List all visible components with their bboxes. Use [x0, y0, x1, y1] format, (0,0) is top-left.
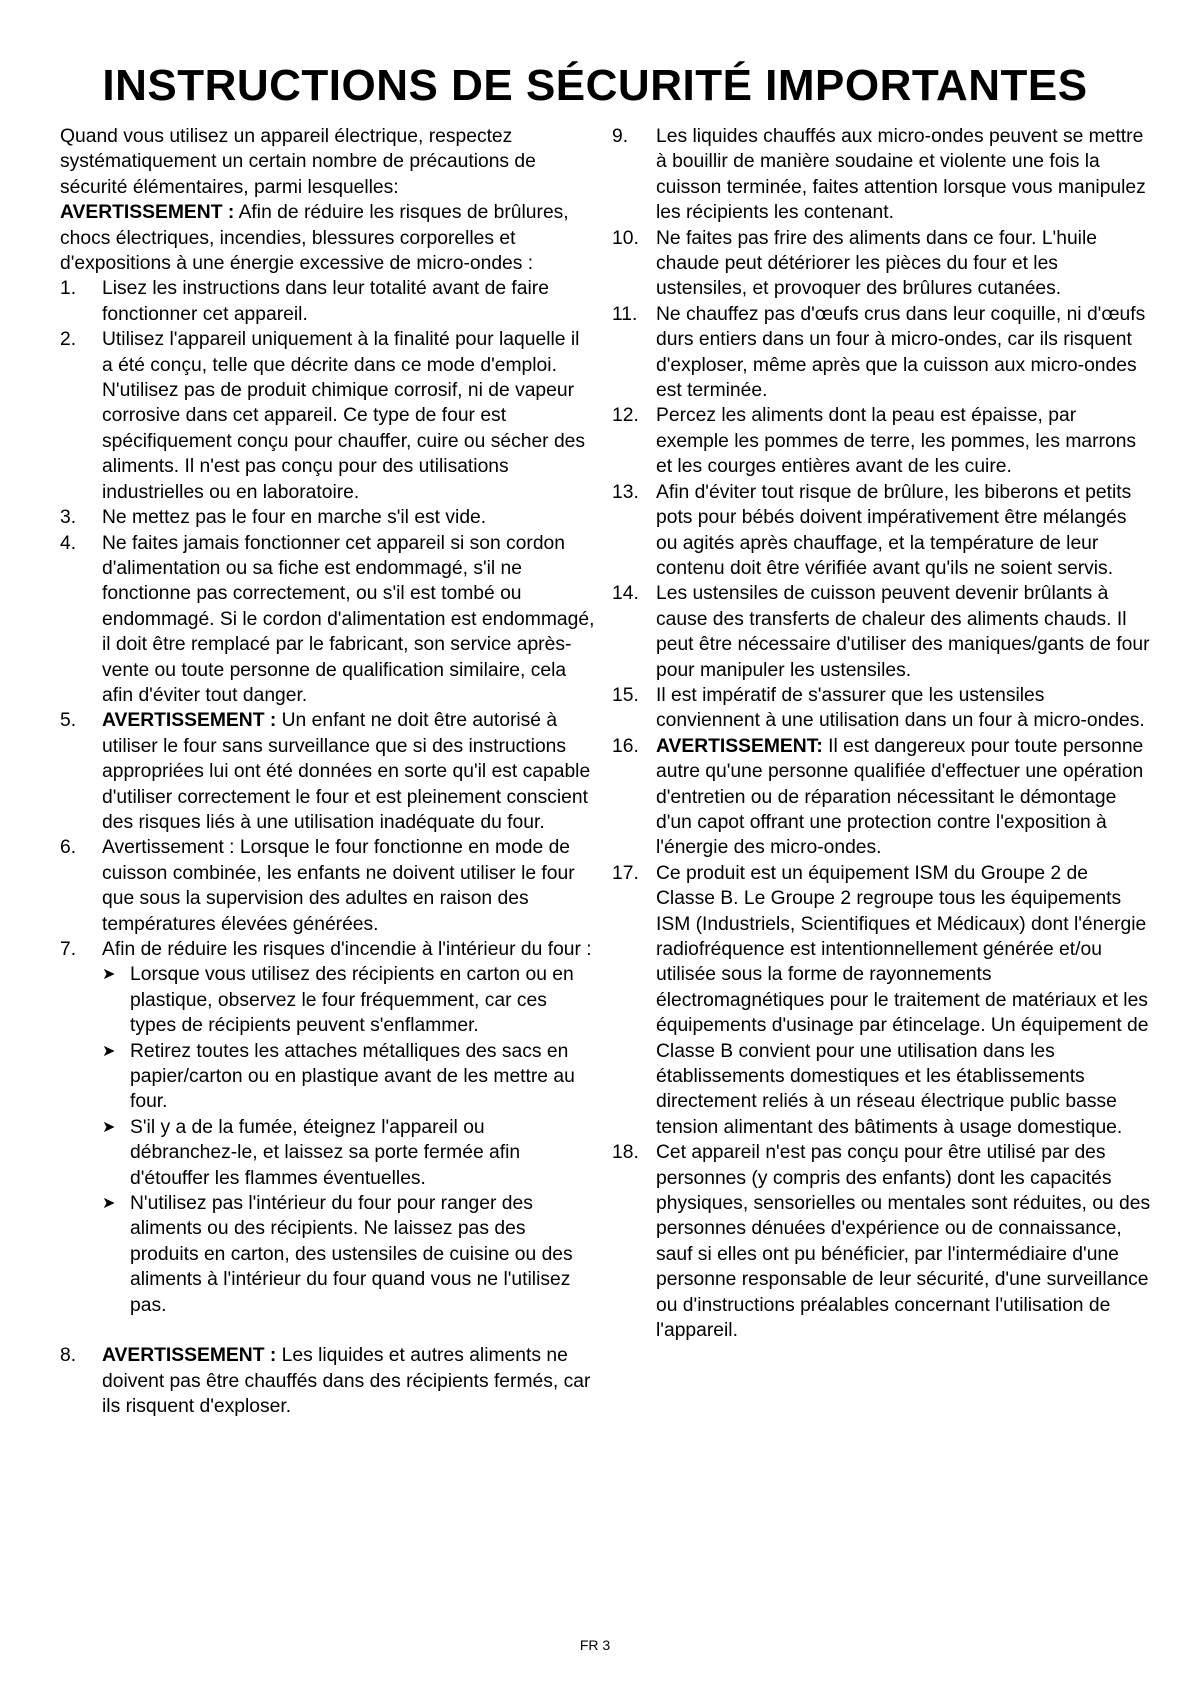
- list-item: [60, 835, 595, 937]
- item-text: Avertissement : Lorsque le four fonctionne en mode de cuisson combinée, les enfants ne doivent utiliser le four que sous la supervision des adultes en raison des températures élevées générées.: [102, 837, 575, 935]
- list-item: [612, 734, 1152, 861]
- page-number: FR 3: [579, 1637, 611, 1653]
- item-text: Les liquides et autres aliments ne doivent pas être chauffés dans des récipients fermés, car ils risquent d'exploser.: [102, 1345, 591, 1417]
- list-item: [612, 403, 1152, 479]
- arrow-bullet-icon: ➤: [102, 1042, 116, 1060]
- list-item: [612, 124, 1152, 226]
- list-item: [612, 581, 1152, 683]
- item-warning-label: AVERTISSEMENT:: [656, 735, 823, 757]
- left-column: [60, 124, 595, 1419]
- item-text: Lisez les instructions dans leur totalité avant de faire fonctionner cet appareil.: [102, 278, 549, 325]
- item-text: Il est dangereux pour toute personne autre qu'une personne qualifiée d'effectuer une opération d'entretien ou de réparation nécessitant le démontage d'un capot offrant une protection contre l'exposition à l'énergie des micro-ondes.: [656, 735, 1144, 859]
- warning-text: Afin de réduire les risques de brûlures, chocs électriques, incendies, blessures corporelles et d'expositions à une énergie excessive de micro-ondes :: [60, 202, 569, 275]
- item-number: 17.: [612, 862, 639, 884]
- list-item: [60, 531, 595, 709]
- item-number: 2.: [60, 329, 77, 351]
- instruction-list-left: [60, 276, 595, 1419]
- item-warning-label: AVERTISSEMENT :: [102, 710, 277, 732]
- item-text: Afin d'éviter tout risque de brûlure, les biberons et petits pots pour bébés doivent impérativement être mélangés ou agités après chauffage, et la température de leur contenu doit être vérifiée avant qu'ils ne soient servis.: [656, 481, 1132, 579]
- item-number: 11.: [612, 303, 638, 325]
- item-number: 14.: [612, 583, 639, 605]
- bullet-text: N'utilisez pas l'intérieur du four pour ranger des aliments ou des récipients. Ne laissez pas des produits en carton, des ustensiles de cuisine ou des aliments à l'intérieur du four quand vous ne l'utilisez pas.: [130, 1193, 573, 1316]
- item-number: 4.: [60, 532, 77, 554]
- item-number: 12.: [612, 405, 639, 427]
- item-text: Les ustensiles de cuisson peuvent devenir brûlants à cause des transferts de chaleur des aliments chauds. Il peut être nécessaire d'utiliser des maniques/gants de four pour manipuler les ustensiles.: [656, 583, 1150, 681]
- bullet-text: Retirez toutes les attaches métalliques des sacs en papier/carton ou en plastique avant de les mettre au four.: [130, 1040, 575, 1113]
- item-number: 8.: [60, 1345, 77, 1367]
- item-text: Ne faites jamais fonctionner cet appareil si son cordon d'alimentation ou sa fiche est endommagé, s'il ne fonctionne pas correctement, ou s'il est tombé ou endommagé. Si le cordon d'alimentation est endommagé, il doit être remplacé par le fabricant, son service après-vente ou toute personne de qualification similaire, cela afin d'éviter tout danger.: [102, 532, 595, 706]
- item-number: 9.: [612, 126, 629, 147]
- list-item: [612, 480, 1152, 582]
- spacer: [102, 1318, 595, 1343]
- list-item: [60, 276, 595, 327]
- list-item: [60, 937, 595, 1343]
- item-text: Percez les aliments dont la peau est épaisse, par exemple les pommes de terre, les pommes, les marrons et les courges entières avant de les cuire.: [656, 405, 1137, 478]
- item-number: 3.: [60, 507, 77, 529]
- item-number: 15.: [612, 684, 639, 706]
- page-title: INSTRUCTIONS DE SÉCURITÉ IMPORTANTES: [102, 61, 1088, 110]
- arrow-bullet-icon: ➤: [102, 966, 116, 984]
- bullet-text: S'il y a de la fumée, éteignez l'appareil ou débranchez-le, et laissez sa porte fermée afin d'étouffer les flammes éventuelles.: [130, 1116, 521, 1189]
- bullet-item: [102, 962, 595, 1038]
- item-number: 7.: [60, 939, 77, 960]
- fire-precautions-list: [102, 962, 595, 1318]
- bullet-item: [102, 1191, 595, 1318]
- item-number: 6.: [60, 837, 77, 859]
- list-item: [60, 708, 595, 835]
- arrow-bullet-icon: ➤: [102, 1195, 116, 1213]
- item-number: 18.: [612, 1142, 639, 1164]
- intro-text: Quand vous utilisez un appareil électrique, respectez systématiquement un certain nombre de précautions de sécurité élémentaires, parmi lesquelles:: [60, 126, 536, 198]
- general-warning: [60, 200, 595, 276]
- list-item: [612, 302, 1152, 404]
- list-item: [60, 505, 595, 530]
- item-number: 16.: [612, 735, 639, 757]
- list-item: [612, 861, 1152, 1140]
- item-text: Afin de réduire les risques d'incendie à l'intérieur du four :: [102, 939, 592, 960]
- item-text: Un enfant ne doit être autorisé à utiliser le four sans surveillance que si des instructions appropriées lui ont été données en sorte qu'il est capable d'utiliser correctement le four et est pleinement conscient des risques liés à une utilisation inadéquate du four.: [102, 710, 591, 833]
- list-item: [60, 1343, 595, 1419]
- warning-label: AVERTISSEMENT :: [60, 202, 235, 224]
- item-warning-label: AVERTISSEMENT :: [102, 1345, 277, 1367]
- arrow-bullet-icon: ➤: [102, 1118, 116, 1136]
- item-text: Les liquides chauffés aux micro-ondes peuvent se mettre à bouillir de manière soudaine et violente une fois la cuisson terminée, faites attention lorsque vous manipulez les récipients les contenant.: [656, 126, 1146, 224]
- bullet-text: Lorsque vous utilisez des récipients en carton ou en plastique, observez le four fréquemment, car ces types de récipients peuvent s'enflammer.: [130, 964, 574, 1037]
- item-text: Ne faites pas frire des aliments dans ce four. L'huile chaude peut détériorer les pièces du four et les ustensiles, et provoquer des brûlures cutanées.: [656, 227, 1097, 300]
- item-number: 13.: [612, 481, 639, 503]
- item-number: 1.: [60, 278, 77, 300]
- item-text: Ne chauffez pas d'œufs crus dans leur coquille, ni d'œufs durs entiers dans un four à micro-ondes, car ils risquent d'exploser, même après que la cuisson aux micro-ondes est terminée.: [656, 303, 1146, 402]
- list-item: [612, 226, 1152, 302]
- item-text: Ne mettez pas le four en marche s'il est vide.: [102, 507, 487, 529]
- item-text: Ce produit est un équipement ISM du Groupe 2 de Classe B. Le Groupe 2 regroupe tous les équipements ISM (Industriels, Scientifiques et Médicaux) dont l'énergie radiofréquence est intentionnellement générée et/ou utilisée sous la forme de rayonnements électromagnétiques pour le traitement de matériaux et les équipements d'usinage par étincelage. Un équipement de Classe B convient pour une utilisation dans les établissements domestiques et les établissements directement reliés à un réseau électrique public basse tension alimentant des bâtiments à usage domestique.: [656, 862, 1149, 1138]
- list-item: [612, 1140, 1152, 1343]
- item-number: 10.: [612, 227, 639, 249]
- list-item: [60, 327, 595, 505]
- instruction-list-right: [612, 124, 1152, 1344]
- list-item: [612, 683, 1152, 734]
- bullet-item: [102, 1039, 595, 1115]
- item-text: Cet appareil n'est pas conçu pour être utilisé par des personnes (y compris des enfants) dont les capacités physiques, sensorielles ou mentales sont réduites, ou des personnes dénuées d'expérience ou de connaissance, sauf si elles ont pu bénéficier, par l'intermédiaire d'une personne responsable de leur sécurité, d'une surveillance ou d'instructions préalables concernant l'utilisation de l'appareil.: [656, 1142, 1151, 1342]
- item-text: Il est impératif de s'assurer que les ustensiles conviennent à une utilisation dans un four à micro-ondes.: [656, 684, 1145, 732]
- item-number: 5.: [60, 710, 77, 732]
- bullet-item: [102, 1115, 595, 1191]
- right-column: [612, 124, 1152, 1344]
- item-text: Utilisez l'appareil uniquement à la finalité pour laquelle il a été conçu, telle que décrite dans ce mode d'emploi. N'utilisez pas de produit chimique corrosif, ni de vapeur corrosive dans cet appareil. Ce type de four est spécifiquement conçu pour chauffer, cuire ou sécher des aliments. Il n'est pas conçu pour des utilisations industrielles ou en laboratoire.: [102, 329, 586, 503]
